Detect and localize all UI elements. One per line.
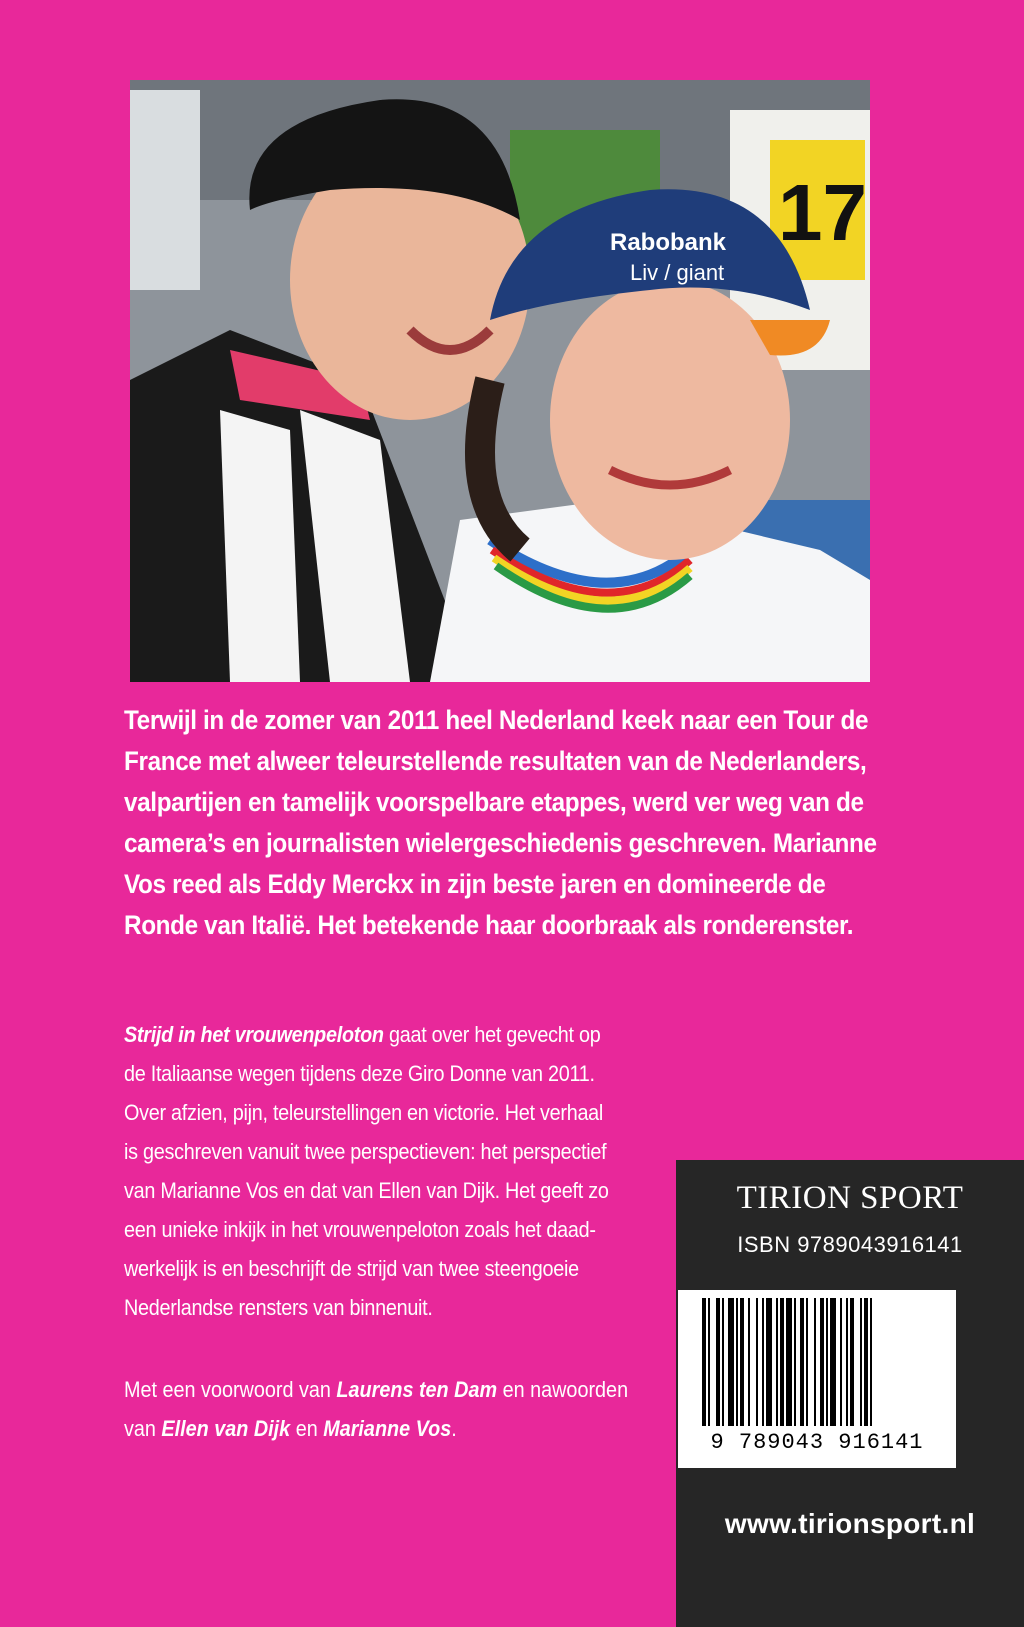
credits-mid: en nawoorden — [497, 1377, 629, 1402]
intro-line: valpartijen en tamelijk voorspelbare etappes, werd ver weg van de — [124, 787, 864, 817]
credits-prefix: Met een voorwoord van — [124, 1377, 337, 1402]
barcode-bar — [846, 1298, 848, 1426]
credits-van: van — [124, 1416, 162, 1441]
body-line: werkelijk is en beschrijft de strijd van twee steengoeie — [124, 1256, 579, 1281]
barcode-bar — [806, 1298, 808, 1426]
foreword-author: Laurens ten Dam — [336, 1377, 498, 1402]
barcode-icon — [678, 1290, 956, 1430]
body-line: Over afzien, pijn, teleurstellingen en victorie. Het verhaal — [124, 1100, 604, 1125]
intro-line: camera’s en journalisten wielergeschiedenis geschreven. Marianne — [124, 828, 877, 858]
credits-line — [124, 1409, 664, 1448]
body-line: de Italiaanse wegen tijdens deze Giro Donne van 2011. — [124, 1061, 595, 1086]
intro-text — [124, 700, 885, 946]
intro-line: Terwijl in de zomer van 2011 heel Nederland keek naar een Tour de — [124, 705, 869, 735]
barcode — [678, 1290, 956, 1468]
afterword-author-1: Ellen van Dijk — [161, 1416, 291, 1441]
barcode-bar — [716, 1298, 720, 1426]
barcode-bar — [800, 1298, 804, 1426]
body-line — [124, 1015, 664, 1054]
barcode-bar — [748, 1298, 750, 1426]
board-number: 17 — [778, 168, 867, 257]
barcode-bar — [864, 1298, 868, 1426]
barcode-bar — [722, 1298, 724, 1426]
barcode-bar — [756, 1298, 758, 1426]
barcode-bar — [814, 1298, 816, 1426]
barcode-bar — [766, 1298, 772, 1426]
barcode-bar — [826, 1298, 828, 1426]
afterword-author-2: Marianne Vos — [323, 1416, 452, 1441]
barcode-bar — [762, 1298, 764, 1426]
barcode-bar — [786, 1298, 792, 1426]
cap-text: Rabobank — [610, 229, 727, 256]
barcode-bar — [860, 1298, 862, 1426]
publisher-panel — [676, 1160, 1024, 1627]
body-line: Nederlandse rensters van binnenuit. — [124, 1295, 433, 1320]
body-line: een unieke inkijk in het vrouwenpeloton zoals het daad- — [124, 1217, 596, 1242]
isbn-text: ISBN 9789043916141 — [737, 1232, 963, 1257]
credits-end: . — [451, 1416, 457, 1441]
barcode-bar — [736, 1298, 738, 1426]
barcode-bar — [794, 1298, 796, 1426]
barcode-bar — [708, 1298, 710, 1426]
barcode-bar — [728, 1298, 734, 1426]
intro-line: France met alweer teleurstellende resultaten van de Nederlanders, — [124, 746, 867, 776]
book-title: Strijd in het vrouwenpeloton — [124, 1022, 384, 1047]
cyclists-podium-photo-icon — [130, 80, 870, 682]
barcode-bar — [820, 1298, 824, 1426]
barcode-digits: 9 789043 916141 — [710, 1430, 924, 1455]
barcode-bar — [850, 1298, 854, 1426]
body-line: is geschreven vanuit twee perspectieven: het perspectief — [124, 1139, 607, 1164]
credits-text — [124, 1370, 664, 1448]
barcode-bar — [830, 1298, 836, 1426]
credits-line — [124, 1370, 664, 1409]
cover-photo — [130, 80, 870, 682]
barcode-bar — [780, 1298, 784, 1426]
barcode-bar — [870, 1298, 872, 1426]
barcode-bar — [840, 1298, 842, 1426]
description-text — [124, 1015, 664, 1327]
body-line-rest: gaat over het gevecht op — [383, 1022, 601, 1047]
intro-line: Vos reed als Eddy Merckx in zijn beste jaren en domineerde de — [124, 869, 826, 899]
intro-line: Ronde van Italië. Het betekende haar doorbraak als ronderenster. — [124, 910, 854, 940]
credits-en: en — [290, 1416, 324, 1441]
barcode-bar — [776, 1298, 778, 1426]
body-line: van Marianne Vos en dat van Ellen van Dijk. Het geeft zo — [124, 1178, 609, 1203]
cap-text-2: Liv / giant — [630, 260, 725, 285]
barcode-bar — [702, 1298, 706, 1426]
barcode-bar — [740, 1298, 744, 1426]
publisher-logo: TIRION SPORT — [736, 1180, 964, 1216]
publisher-website: www.tirionsport.nl — [724, 1508, 976, 1539]
